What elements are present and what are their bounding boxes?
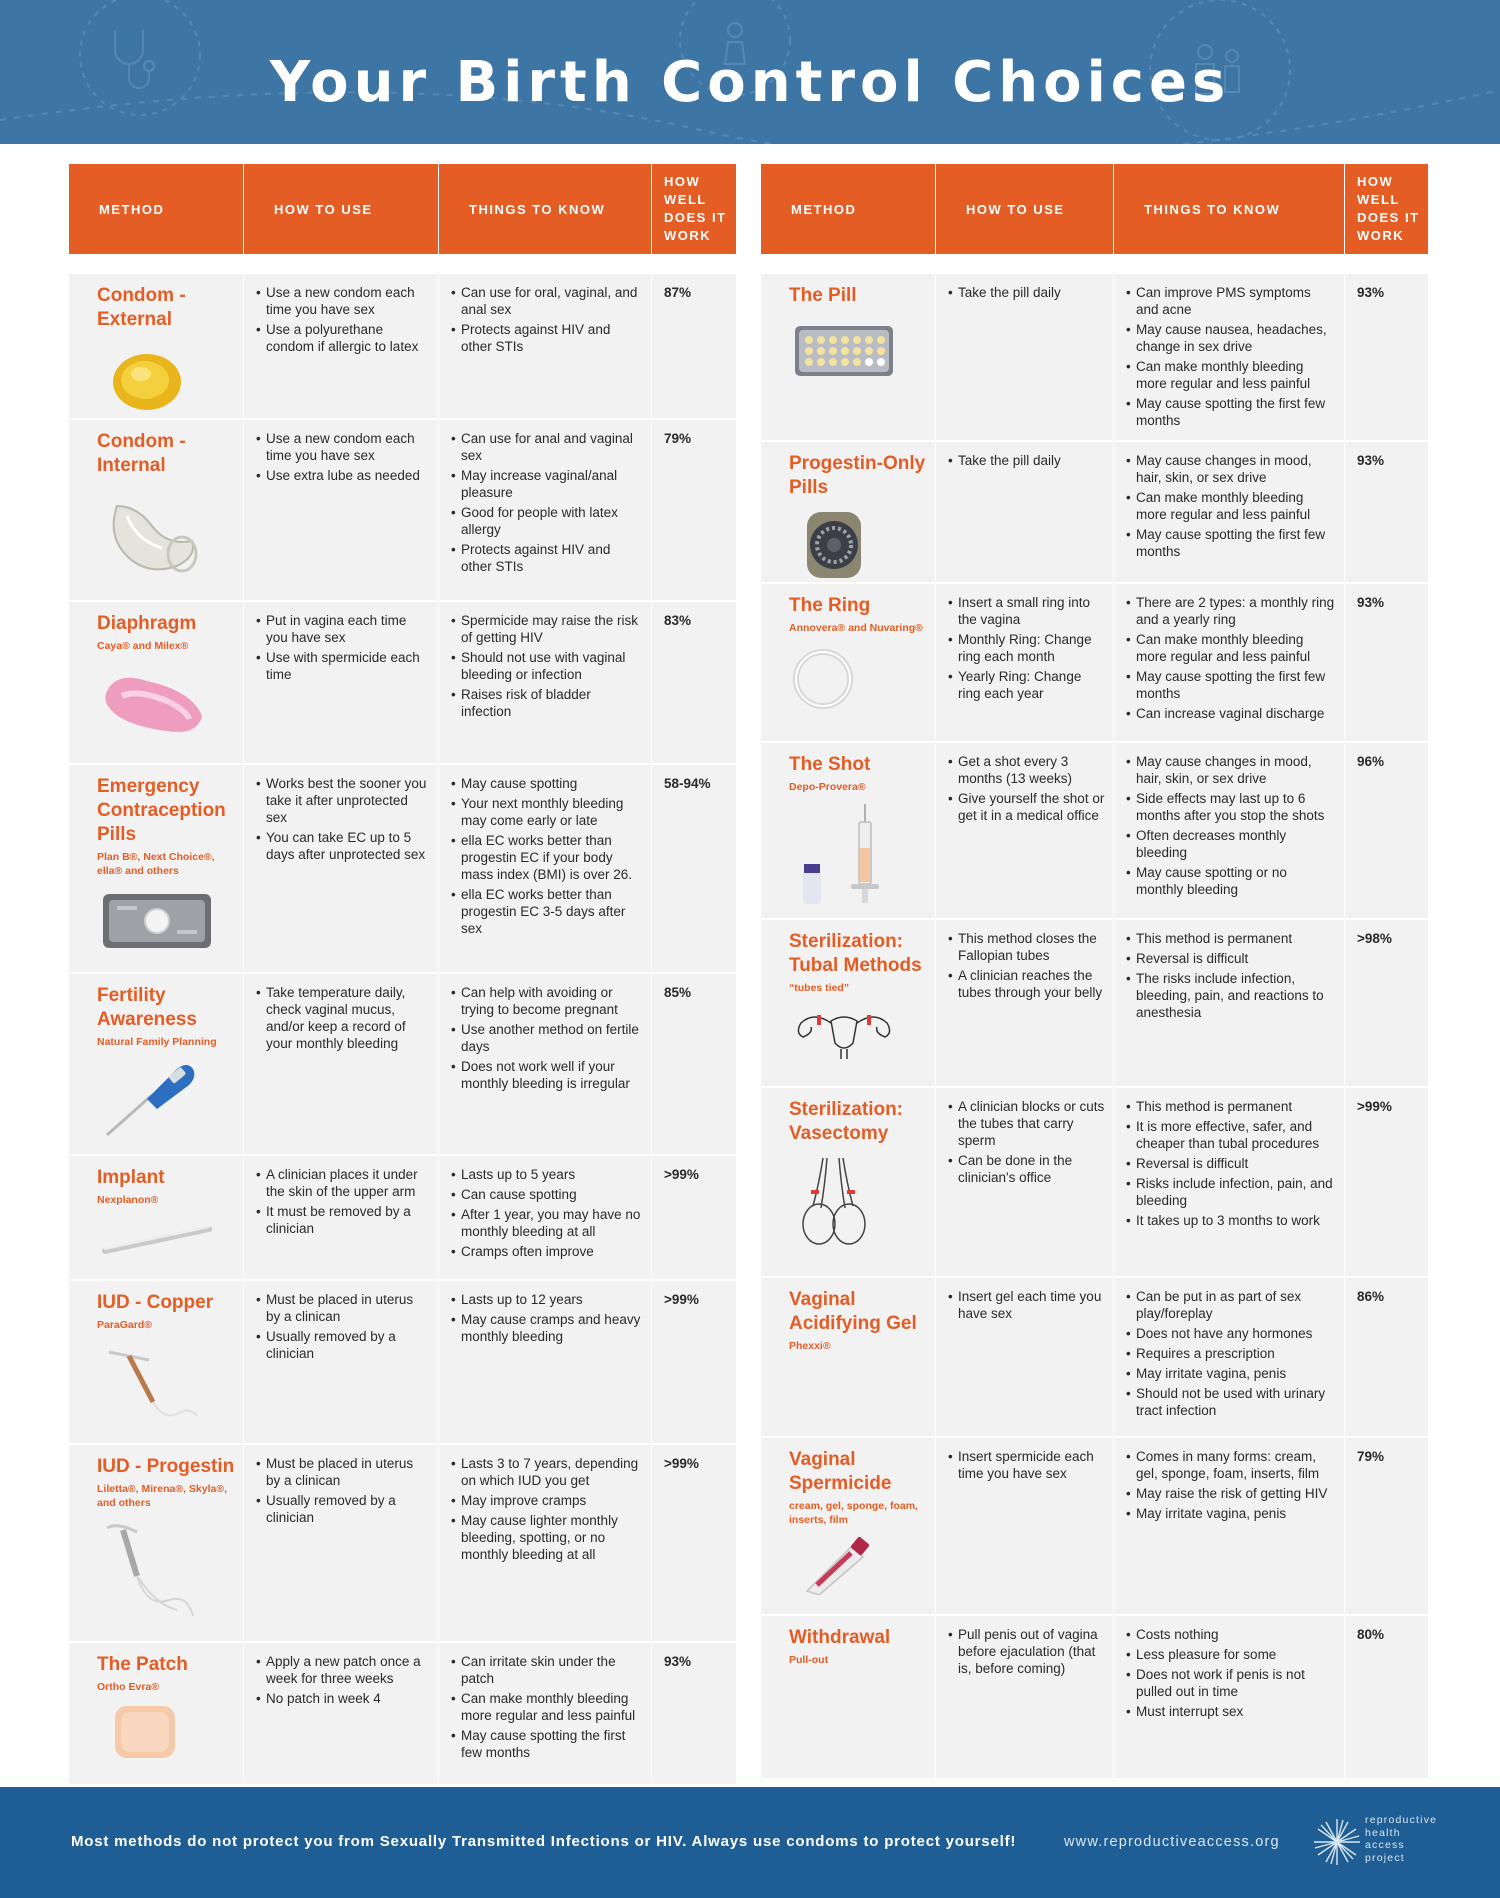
effectiveness-value: 80%: [1357, 1627, 1385, 1642]
how-to-use-item: • Take the pill daily: [948, 452, 1105, 469]
things-to-know-item: • Your next monthly bleeding may come early or late: [451, 795, 643, 829]
how-to-use-cell: [244, 1643, 439, 1784]
how-to-use-cell: [936, 1278, 1114, 1436]
method-brand: Liletta®, Mirena®, Skyla®, and others: [97, 1483, 227, 1509]
org-line: project: [1365, 1851, 1405, 1864]
implant-rod-icon: [97, 1215, 217, 1260]
how-to-use-cell: [936, 743, 1114, 918]
effectiveness-value: 93%: [1357, 285, 1385, 300]
method-cell: [761, 274, 936, 440]
how-to-use-cell: [936, 442, 1114, 591]
things-to-know-item: • Can irritate skin under the patch: [451, 1653, 643, 1687]
table-row: [69, 1643, 736, 1786]
things-to-know-cell: [439, 1156, 652, 1279]
method-cell: [761, 1278, 936, 1436]
things-to-know-cell: [1114, 584, 1345, 741]
things-to-know-item: • Spermicide may raise the risk of getting HIV: [451, 612, 643, 646]
footer-note: Most methods do not protect you from Sexually Transmitted Infections or HIV. Always use condoms to protect yourself!: [71, 1833, 1017, 1850]
how-to-use-cell: [244, 1156, 439, 1279]
method-brand: Plan B®, Next Choice®, ella® and others: [97, 851, 215, 877]
table-row: [761, 1616, 1428, 1780]
table-body: [69, 274, 736, 1786]
how-to-use-item: • You can take EC up to 5 days after unprotected sex: [256, 829, 430, 863]
table-row: [69, 602, 736, 765]
method-cell: [69, 1156, 244, 1279]
table-row: [761, 442, 1428, 584]
effectiveness-value: 86%: [1357, 1289, 1385, 1304]
how-to-use-item: • Insert gel each time you have sex: [948, 1288, 1105, 1322]
things-to-know-item: • Lasts up to 12 years: [451, 1291, 643, 1308]
header-things-to-know: THINGS TO KNOW: [439, 164, 652, 254]
things-to-know-item: • Should not be used with urinary tract infection: [1126, 1385, 1336, 1419]
things-to-know-item: • After 1 year, you may have no monthly bleeding at all: [451, 1206, 643, 1240]
table-row: [761, 920, 1428, 1088]
how-to-use-cell: [936, 1616, 1114, 1778]
how-to-use-cell: [936, 1438, 1114, 1614]
table-row: [69, 1156, 736, 1281]
effectiveness-cell: [1345, 743, 1428, 918]
method-name: Implant: [97, 1167, 165, 1188]
effectiveness-cell: [652, 602, 736, 763]
org-line: reproductive: [1365, 1814, 1438, 1826]
effectiveness-value: 96%: [1357, 754, 1385, 769]
effectiveness-cell: [652, 1643, 736, 1784]
things-to-know-cell: [1114, 1088, 1345, 1276]
effectiveness-value: 58-94%: [664, 776, 711, 791]
table-header: [69, 164, 736, 254]
things-to-know-item: • Can make monthly bleeding more regular and less painful: [451, 1690, 643, 1724]
how-to-use-item: • This method closes the Fallopian tubes: [948, 930, 1105, 964]
method-brand: cream, gel, sponge, foam, inserts, film: [789, 1500, 918, 1526]
effectiveness-value: >99%: [1357, 1099, 1392, 1114]
things-to-know-item: • Costs nothing: [1126, 1626, 1336, 1643]
things-to-know-item: • It is more effective, safer, and cheaper than tubal procedures: [1126, 1118, 1336, 1152]
how-to-use-item: • Use with spermicide each time: [256, 649, 430, 683]
method-brand: Natural Family Planning: [97, 1036, 217, 1048]
table-row: [69, 274, 736, 420]
method-name: Emergency Contraception Pills: [97, 776, 226, 845]
things-to-know-item: • Can increase vaginal discharge: [1126, 705, 1336, 722]
emergency-pill-pack-icon: [97, 886, 217, 956]
things-to-know-cell: [1114, 1438, 1345, 1614]
vasectomy-icon: [789, 1154, 879, 1249]
effectiveness-value: >99%: [664, 1456, 699, 1471]
effectiveness-cell: [652, 1445, 736, 1641]
table-row: [761, 1088, 1428, 1278]
spermicide-tube-icon: [789, 1535, 879, 1595]
org-line: health: [1365, 1826, 1401, 1839]
footer-url[interactable]: www.reproductiveaccess.org: [1064, 1834, 1280, 1850]
effectiveness-cell: [1345, 1616, 1428, 1778]
things-to-know-item: • Can use for anal and vaginal sex: [451, 430, 643, 464]
how-to-use-item: • Pull penis out of vagina before ejaculation (that is, before coming): [948, 1626, 1105, 1677]
things-to-know-item: • There are 2 types: a monthly ring and a yearly ring: [1126, 594, 1336, 628]
header-effectiveness: HOW WELL DOES IT WORK: [1357, 174, 1420, 243]
table-row: [69, 765, 736, 974]
things-to-know-cell: [1114, 920, 1345, 1086]
effectiveness-cell: [652, 765, 736, 972]
things-to-know-cell: [1114, 442, 1345, 591]
how-to-use-item: • A clinician places it under the skin of the upper arm: [256, 1166, 430, 1200]
effectiveness-value: >99%: [664, 1292, 699, 1307]
how-to-use-item: • Insert spermicide each time you have sex: [948, 1448, 1105, 1482]
things-to-know-cell: [1114, 743, 1345, 918]
things-to-know-item: • Should not use with vaginal bleeding or infection: [451, 649, 643, 683]
how-to-use-item: • Take the pill daily: [948, 284, 1105, 301]
things-to-know-cell: [1114, 1278, 1345, 1436]
how-to-use-item: • Use a new condom each time you have sex: [256, 430, 430, 464]
things-to-know-item: • Can make monthly bleeding more regular and less painful: [1126, 631, 1336, 665]
things-to-know-item: • ella EC works better than progestin EC if your body mass index (BMI) is over 26.: [451, 832, 643, 883]
header-things-to-know: THINGS TO KNOW: [1114, 164, 1345, 254]
things-to-know-cell: [439, 974, 652, 1154]
things-to-know-item: • Protects against HIV and other STIs: [451, 541, 643, 575]
how-to-use-item: • No patch in week 4: [256, 1690, 430, 1707]
method-cell: [761, 442, 936, 591]
how-to-use-cell: [936, 920, 1114, 1086]
effectiveness-cell: [1345, 1278, 1428, 1436]
method-name: Vaginal Spermicide: [789, 1449, 892, 1494]
internal-condom-icon: [97, 486, 217, 586]
things-to-know-item: • Side effects may last up to 6 months after you stop the shots: [1126, 790, 1336, 824]
effectiveness-value: 93%: [1357, 453, 1385, 468]
things-to-know-item: • Can make monthly bleeding more regular and less painful: [1126, 489, 1336, 523]
effectiveness-cell: [1345, 1438, 1428, 1614]
method-name: Progestin-Only Pills: [789, 453, 926, 498]
table-row: [761, 1438, 1428, 1616]
things-to-know-item: • May cause spotting the first few months: [1126, 526, 1336, 560]
method-name: Condom - External: [97, 285, 186, 330]
method-cell: [761, 920, 936, 1086]
sunburst-logo-icon: [1312, 1817, 1362, 1867]
things-to-know-item: • Lasts 3 to 7 years, depending on which IUD you get: [451, 1455, 643, 1489]
method-name: Sterilization: Vasectomy: [789, 1099, 904, 1144]
table-row: [69, 420, 736, 602]
table-row: [69, 974, 736, 1156]
how-to-use-cell: [244, 602, 439, 763]
things-to-know-item: • Reversal is difficult: [1126, 1155, 1336, 1172]
method-cell: [761, 1088, 936, 1276]
method-cell: [69, 974, 244, 1154]
how-to-use-item: • Monthly Ring: Change ring each month: [948, 631, 1105, 665]
method-cell: [761, 1616, 936, 1778]
method-brand: Depo-Provera®: [789, 781, 866, 793]
footer-org: [1365, 1814, 1437, 1864]
things-to-know-item: • May irritate vagina, penis: [1126, 1505, 1336, 1522]
how-to-use-item: • Usually removed by a clinician: [256, 1328, 430, 1362]
table-header: [761, 164, 1428, 254]
method-name: The Shot: [789, 754, 871, 775]
diaphragm-icon: [97, 661, 217, 741]
method-brand: Pull-out: [789, 1654, 829, 1666]
effectiveness-value: 83%: [664, 613, 692, 628]
pill-pack-icon: [789, 316, 899, 386]
effectiveness-value: 87%: [664, 285, 692, 300]
how-to-use-item: • Works best the sooner you take it after unprotected sex: [256, 775, 430, 826]
effectiveness-value: 85%: [664, 985, 692, 1000]
method-cell: [761, 743, 936, 918]
effectiveness-cell: [1345, 920, 1428, 1086]
effectiveness-value: 79%: [664, 431, 692, 446]
how-to-use-item: • Use extra lube as needed: [256, 467, 430, 484]
how-to-use-item: • Get a shot every 3 months (13 weeks): [948, 753, 1105, 787]
effectiveness-value: 93%: [1357, 595, 1385, 610]
how-to-use-cell: [936, 584, 1114, 741]
method-cell: [69, 1281, 244, 1443]
things-to-know-item: • It takes up to 3 months to work: [1126, 1212, 1336, 1229]
page-footer: [0, 1787, 1500, 1898]
how-to-use-cell: [244, 974, 439, 1154]
things-to-know-item: • Raises risk of bladder infection: [451, 686, 643, 720]
things-to-know-item: • May cause changes in mood, hair, skin, or sex drive: [1126, 753, 1336, 787]
things-to-know-item: • Cramps often improve: [451, 1243, 643, 1260]
syringe-icon: [789, 802, 889, 907]
how-to-use-item: • Use a polyurethane condom if allergic to latex: [256, 321, 430, 355]
things-to-know-item: • May cause cramps and heavy monthly bleeding: [451, 1311, 643, 1345]
effectiveness-cell: [652, 420, 736, 600]
things-to-know-item: • Does not have any hormones: [1126, 1325, 1336, 1342]
how-to-use-cell: [244, 1445, 439, 1641]
page-title: Your Birth Control Choices: [269, 50, 1231, 115]
how-to-use-item: • Usually removed by a clinician: [256, 1492, 430, 1526]
method-brand: Phexxi®: [789, 1340, 831, 1352]
how-to-use-item: • Yearly Ring: Change ring each year: [948, 668, 1105, 702]
how-to-use-item: • Use a new condom each time you have sex: [256, 284, 430, 318]
effectiveness-cell: [1345, 274, 1428, 440]
header-effectiveness: HOW WELL DOES IT WORK: [664, 174, 727, 243]
table-row: [761, 584, 1428, 743]
things-to-know-cell: [1114, 1616, 1345, 1778]
things-to-know-item: • Often decreases monthly bleeding: [1126, 827, 1336, 861]
things-to-know-cell: [439, 765, 652, 972]
how-to-use-item: • Insert a small ring into the vagina: [948, 594, 1105, 628]
things-to-know-item: • May improve cramps: [451, 1492, 643, 1509]
how-to-use-item: • Take temperature daily, check vaginal mucus, and/or keep a record of your monthly bleeding: [256, 984, 430, 1052]
effectiveness-cell: [652, 1281, 736, 1443]
vaginal-ring-icon: [789, 643, 869, 715]
effectiveness-cell: [652, 974, 736, 1154]
how-to-use-item: • Must be placed in uterus by a clinican: [256, 1291, 430, 1325]
method-name: IUD - Copper: [97, 1292, 214, 1313]
patch-icon: [97, 1702, 187, 1762]
effectiveness-cell: [1345, 584, 1428, 741]
things-to-know-item: • Comes in many forms: cream, gel, sponge, foam, inserts, film: [1126, 1448, 1336, 1482]
method-name: IUD - Progestin: [97, 1456, 235, 1477]
method-name: The Pill: [789, 285, 857, 306]
method-cell: [69, 1445, 244, 1641]
copper-iud-icon: [97, 1340, 207, 1430]
table-row: [69, 1445, 736, 1643]
how-to-use-item: • A clinician reaches the tubes through your belly: [948, 967, 1105, 1001]
things-to-know-item: • May cause changes in mood, hair, skin, or sex drive: [1126, 452, 1336, 486]
things-to-know-item: • May cause spotting the first few months: [1126, 395, 1336, 429]
things-to-know-cell: [439, 420, 652, 600]
things-to-know-cell: [439, 1281, 652, 1443]
how-to-use-item: • Give yourself the shot or get it in a medical office: [948, 790, 1105, 824]
things-to-know-item: • Can make monthly bleeding more regular and less painful: [1126, 358, 1336, 392]
method-name: Condom - Internal: [97, 431, 186, 476]
how-to-use-item: • A clinician blocks or cuts the tubes that carry sperm: [948, 1098, 1105, 1149]
how-to-use-cell: [244, 1281, 439, 1443]
things-to-know-item: • Requires a prescription: [1126, 1345, 1336, 1362]
things-to-know-item: • Does not work well if your monthly bleeding is irregular: [451, 1058, 643, 1092]
things-to-know-item: • May cause lighter monthly bleeding, spotting, or no monthly bleeding at all: [451, 1512, 643, 1563]
method-name: Sterilization: Tubal Methods: [789, 931, 922, 976]
how-to-use-item: • Put in vagina each time you have sex: [256, 612, 430, 646]
things-to-know-item: • May cause spotting or no monthly bleeding: [1126, 864, 1336, 898]
method-name: The Ring: [789, 595, 871, 616]
things-to-know-item: • Risks include infection, pain, and bleeding: [1126, 1175, 1336, 1209]
method-name: Diaphragm: [97, 613, 197, 634]
things-to-know-item: • Good for people with latex allergy: [451, 504, 643, 538]
how-to-use-cell: [244, 765, 439, 972]
method-cell: [761, 1438, 936, 1614]
method-brand: “tubes tied”: [789, 982, 850, 994]
method-cell: [69, 420, 244, 600]
org-line: access: [1365, 1839, 1405, 1851]
things-to-know-item: • Can be put in as part of sex play/foreplay: [1126, 1288, 1336, 1322]
things-to-know-item: • May increase vaginal/anal pleasure: [451, 467, 643, 501]
things-to-know-item: • This method is permanent: [1126, 930, 1336, 947]
things-to-know-item: • Reversal is difficult: [1126, 950, 1336, 967]
method-cell: [69, 274, 244, 423]
method-brand: Annovera® and Nuvaring®: [789, 622, 923, 634]
things-to-know-item: • Can help with avoiding or trying to become pregnant: [451, 984, 643, 1018]
uterus-tubes-icon: [789, 1003, 899, 1063]
how-to-use-item: • Apply a new patch once a week for three weeks: [256, 1653, 430, 1687]
things-to-know-item: • This method is permanent: [1126, 1098, 1336, 1115]
things-to-know-item: • May cause spotting: [451, 775, 643, 792]
things-to-know-cell: [1114, 274, 1345, 440]
header-how-to-use: HOW TO USE: [244, 164, 439, 254]
method-brand: Ortho Evra®: [97, 1681, 160, 1693]
things-to-know-item: • ella EC works better than progestin EC 3-5 days after sex: [451, 886, 643, 937]
things-to-know-item: • May cause nausea, headaches, change in sex drive: [1126, 321, 1336, 355]
effectiveness-cell: [652, 274, 736, 423]
effectiveness-value: 93%: [664, 1654, 692, 1669]
things-to-know-item: • Protects against HIV and other STIs: [451, 321, 643, 355]
method-brand: Nexplanon®: [97, 1194, 159, 1206]
things-to-know-item: • The risks include infection, bleeding, pain, and reactions to anesthesia: [1126, 970, 1336, 1021]
how-to-use-item: • Must be placed in uterus by a clinican: [256, 1455, 430, 1489]
things-to-know-item: • Can use for oral, vaginal, and anal sex: [451, 284, 643, 318]
table-row: [761, 1278, 1428, 1438]
progestin-pill-dial-icon: [789, 508, 879, 583]
how-to-use-cell: [936, 274, 1114, 440]
method-name: Vaginal Acidifying Gel: [789, 1289, 917, 1334]
things-to-know-item: • May cause spotting the first few months: [451, 1727, 643, 1761]
table-row: [761, 274, 1428, 442]
things-to-know-item: • May cause spotting the first few months: [1126, 668, 1336, 702]
method-brand: Caya® and Milex®: [97, 640, 189, 652]
things-to-know-item: • Does not work if penis is not pulled out in time: [1126, 1666, 1336, 1700]
effectiveness-value: >99%: [664, 1167, 699, 1182]
method-name: Withdrawal: [789, 1627, 891, 1648]
method-cell: [69, 765, 244, 972]
method-brand: ParaGard®: [97, 1319, 153, 1331]
things-to-know-item: • Can cause spotting: [451, 1186, 643, 1203]
effectiveness-value: 79%: [1357, 1449, 1385, 1464]
effectiveness-cell: [1345, 442, 1428, 591]
thermometer-icon: [97, 1057, 207, 1142]
things-to-know-item: • Must interrupt sex: [1126, 1703, 1336, 1720]
effectiveness-cell: [1345, 1088, 1428, 1276]
things-to-know-item: • Lasts up to 5 years: [451, 1166, 643, 1183]
things-to-know-cell: [439, 274, 652, 423]
how-to-use-cell: [936, 1088, 1114, 1276]
things-to-know-item: • May raise the risk of getting HIV: [1126, 1485, 1336, 1502]
progestin-iud-icon: [97, 1518, 207, 1628]
things-to-know-cell: [439, 1445, 652, 1641]
how-to-use-cell: [244, 274, 439, 423]
page-header: [0, 0, 1500, 144]
things-to-know-cell: [439, 602, 652, 763]
table-row: [761, 743, 1428, 920]
method-name: Fertility Awareness: [97, 985, 197, 1030]
table-body: [761, 274, 1428, 1780]
header-method: METHOD: [69, 164, 244, 254]
table-row: [69, 1281, 736, 1445]
things-to-know-cell: [439, 1643, 652, 1784]
left-table: [69, 164, 736, 1786]
header-method: METHOD: [761, 164, 936, 254]
method-cell: [69, 1643, 244, 1784]
how-to-use-cell: [244, 420, 439, 600]
right-table: [761, 164, 1428, 1780]
things-to-know-item: • Less pleasure for some: [1126, 1646, 1336, 1663]
effectiveness-cell: [652, 1156, 736, 1279]
how-to-use-item: • Can be done in the clinician's office: [948, 1152, 1105, 1186]
things-to-know-item: • Can improve PMS symptoms and acne: [1126, 284, 1336, 318]
things-to-know-item: • Use another method on fertile days: [451, 1021, 643, 1055]
method-cell: [69, 602, 244, 763]
method-name: The Patch: [97, 1654, 188, 1675]
method-cell: [761, 584, 936, 741]
external-condom-icon: [97, 340, 207, 415]
header-how-to-use: HOW TO USE: [936, 164, 1114, 254]
effectiveness-value: >98%: [1357, 931, 1392, 946]
things-to-know-item: • May irritate vagina, penis: [1126, 1365, 1336, 1382]
how-to-use-item: • It must be removed by a clinician: [256, 1203, 430, 1237]
